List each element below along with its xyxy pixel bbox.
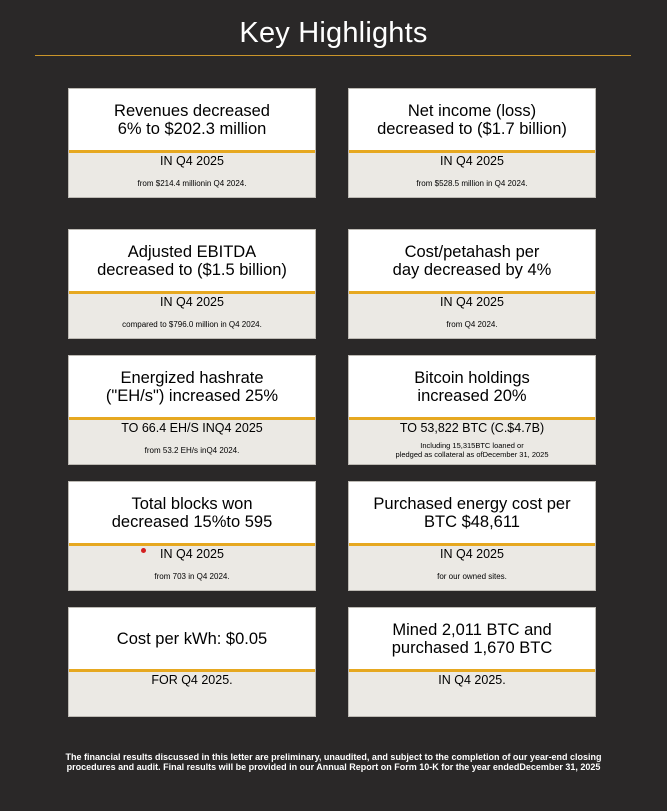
card-note: for our owned sites. xyxy=(437,572,507,581)
highlight-card-net-income xyxy=(348,88,596,198)
highlight-card-bitcoin-holdings xyxy=(348,355,596,465)
card-headline-box xyxy=(349,482,595,546)
card-headline-box xyxy=(349,608,595,672)
card-headline: Cost/petahash per day decreased by 4% xyxy=(392,242,552,279)
card-note: from $214.4 millionin Q4 2024. xyxy=(137,179,247,188)
highlight-card-energy-cost-per-btc xyxy=(348,481,596,591)
card-period: IN Q4 2025 xyxy=(160,154,224,168)
card-period: IN Q4 2025 xyxy=(440,295,504,309)
card-period: FOR Q4 2025. xyxy=(151,673,233,687)
highlight-card-blocks-won xyxy=(68,481,316,591)
card-headline: Adjusted EBITDA decreased to ($1.5 billion) xyxy=(97,242,287,279)
card-period: IN Q4 2025 xyxy=(440,154,504,168)
highlight-card-adjusted-ebitda xyxy=(68,229,316,339)
highlight-card-cost-per-kwh xyxy=(68,607,316,717)
card-headline: Total blocks won decreased 15%to 595 xyxy=(111,494,273,531)
card-headline: Revenues decreased 6% to $202.3 million xyxy=(114,101,270,138)
card-headline: Net income (loss) decreased to ($1.7 billion) xyxy=(377,101,567,138)
card-headline-box xyxy=(349,89,595,153)
card-headline-box xyxy=(69,356,315,420)
card-headline: Purchased energy cost per BTC $48,611 xyxy=(373,494,571,531)
card-headline: Energized hashrate ("EH/s") increased 25% xyxy=(105,368,279,405)
card-period: TO 66.4 EH/S INQ4 2025 xyxy=(121,421,263,435)
card-note: from 703 in Q4 2024. xyxy=(154,572,230,581)
card-headline-box xyxy=(69,482,315,546)
card-note: from 53.2 EH/s inQ4 2024. xyxy=(144,446,240,455)
card-headline: Mined 2,011 BTC and purchased 1,670 BTC xyxy=(391,620,553,657)
card-headline-box xyxy=(69,230,315,294)
disclaimer-footer: The financial results discussed in this letter are preliminary, unaudited, and subject to the completion of our year-end closing procedures and audit. Final results will be provided in our Annual Report on Form 10-K for the year endedDecember 31, 2025 xyxy=(65,752,602,772)
highlight-card-energized-hashrate xyxy=(68,355,316,465)
card-note: Including 15,315BTC loaned or pledged as collateral as ofDecember 31, 2025 xyxy=(395,441,549,459)
card-period: TO 53,822 BTC (C.$4.7B) xyxy=(399,421,545,435)
card-period: IN Q4 2025 xyxy=(160,547,224,561)
card-period: IN Q4 2025 xyxy=(160,295,224,309)
card-headline-box xyxy=(349,230,595,294)
card-period: IN Q4 2025 xyxy=(440,547,504,561)
highlight-card-mined-purchased xyxy=(348,607,596,717)
card-headline-box xyxy=(69,89,315,153)
card-headline: Cost per kWh: $0.05 xyxy=(116,629,268,648)
page-title: Key Highlights xyxy=(239,17,428,49)
title-divider xyxy=(35,55,631,56)
card-period: IN Q4 2025. xyxy=(438,673,506,687)
card-headline-box xyxy=(69,608,315,672)
card-note: from $528.5 million in Q4 2024. xyxy=(416,179,528,188)
highlight-card-revenues xyxy=(68,88,316,198)
card-headline: Bitcoin holdings increased 20% xyxy=(414,368,530,405)
card-note: compared to $796.0 million in Q4 2024. xyxy=(122,320,262,329)
card-headline-box xyxy=(349,356,595,420)
card-note: from Q4 2024. xyxy=(446,320,498,329)
highlight-card-cost-per-petahash xyxy=(348,229,596,339)
